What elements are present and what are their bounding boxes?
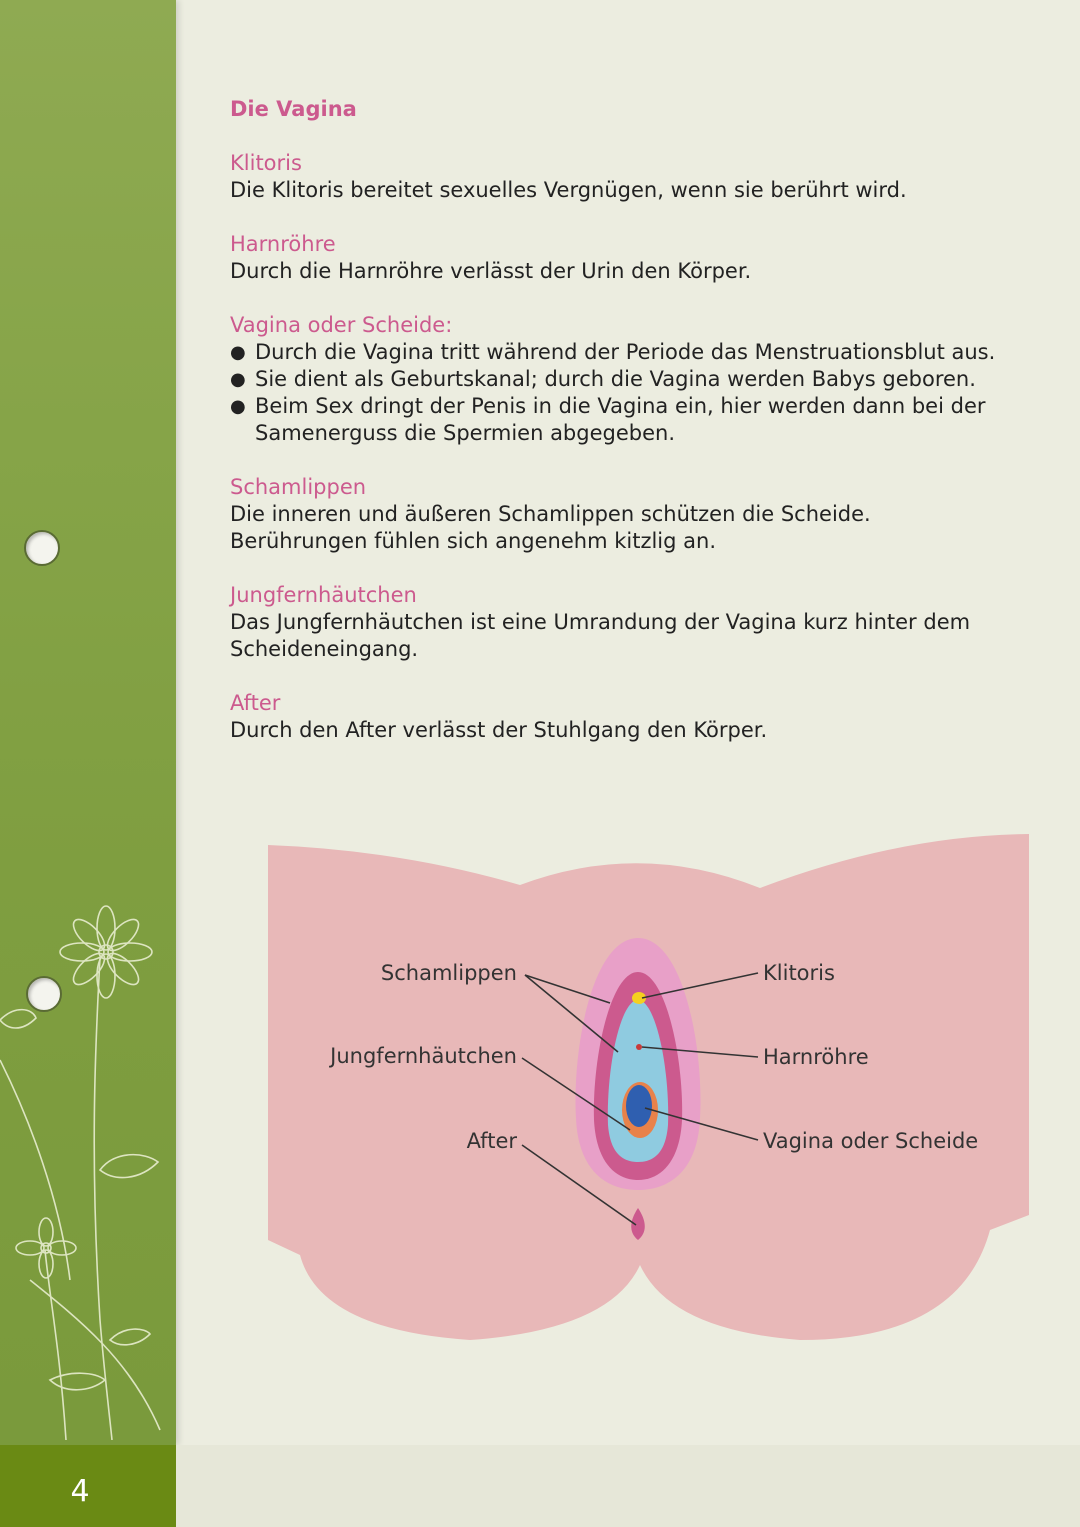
label-jungfernhaeutchen: Jungfernhäutchen xyxy=(330,1044,517,1068)
vaginal-opening xyxy=(626,1085,652,1127)
label-schamlippen: Schamlippen xyxy=(380,961,517,985)
list-item: ● Sie dient als Geburtskanal; durch die Vagina werden Babys geboren. xyxy=(230,366,1040,393)
urethra-dot xyxy=(636,1044,642,1050)
section-text-line: Berührungen fühlen sich angenehm kitzlig an. xyxy=(230,529,717,553)
section-heading: Vagina oder Scheide: xyxy=(230,313,453,337)
section-heading: Schamlippen xyxy=(230,475,367,499)
label-harnroehre: Harnröhre xyxy=(763,1045,869,1069)
section-text: Durch die Harnröhre verlässt der Urin den Körper. xyxy=(230,259,752,283)
section-heading: Klitoris xyxy=(230,151,302,175)
list-item: ● Beim Sex dringt der Penis in die Vagina ein, hier werden dann bei der Samenerguss die Spermien abgegeben. xyxy=(230,393,1040,447)
list-item: ● Durch die Vagina tritt während der Periode das Menstruationsblut aus. xyxy=(230,339,1040,366)
section-text: Die Klitoris bereitet sexuelles Vergnügen, wenn sie berührt wird. xyxy=(230,178,907,202)
page-number: 4 xyxy=(70,1474,90,1509)
section-text: Durch den After verlässt der Stuhlgang den Körper. xyxy=(230,718,768,742)
label-klitoris: Klitoris xyxy=(763,961,835,985)
section-heading: After xyxy=(230,691,281,715)
section-heading: Jungfernhäutchen xyxy=(230,583,417,607)
section-text: Das Jungfernhäutchen ist eine Umrandung der Vagina kurz hinter dem Scheideneingang. xyxy=(230,610,971,661)
page-title: Die Vagina xyxy=(230,97,357,121)
section-text-line: Die inneren und äußeren Schamlippen schützen die Scheide. xyxy=(230,502,871,526)
label-after: After xyxy=(466,1129,517,1153)
section-heading: Harnröhre xyxy=(230,232,336,256)
label-vagina: Vagina oder Scheide xyxy=(763,1129,979,1153)
